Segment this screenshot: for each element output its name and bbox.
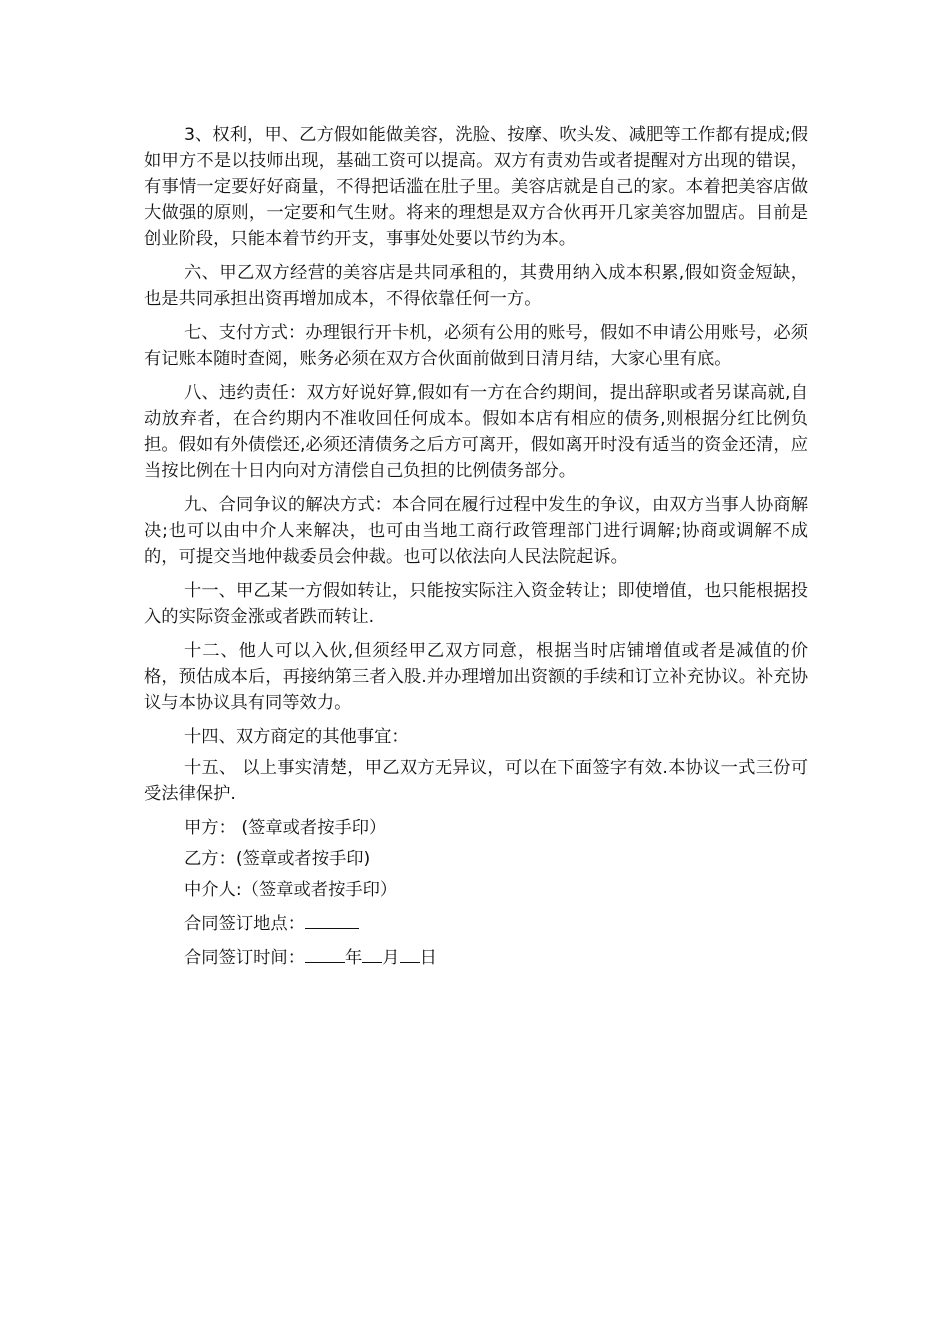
month-label: 月 — [382, 948, 400, 968]
signing-place-label: 合同签订地点： — [184, 914, 305, 934]
clause-7-payment: 七、支付方式：办理银行开卡机，必须有公用的账号，假如不申请公用账号，必须有记账本随时查阅，账务必须在双方合伙面前做到日清月结，大家心里有底。 — [144, 323, 808, 369]
signing-place — [144, 908, 808, 937]
year-label: 年 — [344, 948, 363, 968]
signing-time — [144, 942, 808, 971]
year-blank — [305, 942, 345, 963]
signing-place-blank — [305, 908, 359, 929]
party-b-signature: 乙方：(签章或者按手印) — [184, 849, 371, 869]
contract-page — [144, 122, 808, 976]
signing-time-label: 合同签订时间： — [184, 948, 305, 968]
clause-14-other-matters: 十四、双方商定的其他事宜： — [184, 727, 409, 747]
clause-6-rent: 六、甲乙双方经营的美容店是共同承租的，其费用纳入成本积累,假如资金短缺，也是共同承担出资再增加成本，不得依靠任何一方。 — [144, 263, 808, 309]
intermediary-signature: 中介人:（签章或者按手印） — [184, 880, 398, 900]
clause-11-transfer: 十一、甲乙某一方假如转让，只能按实际注入资金转让；即使增值，也只能根据投入的实际资金涨或者跌而转让. — [144, 581, 808, 627]
month-blank — [362, 942, 382, 963]
day-blank — [400, 942, 420, 963]
party-a-signature: 甲方： (签章或者按手印） — [184, 818, 387, 838]
clause-3-rights: 3、权利，甲、乙方假如能做美容，洗脸、按摩、吹头发、减肥等工作都有提成;假如甲方不是以技师出现，基础工资可以提高。双方有责劝告或者提醒对方出现的错误，有事情一定要好好商量，不得把话滥在肚子里。美容店就是自己的家。本着把美容店做大做强的原则，一定要和气生财。将来的理想是双方合伙再开几家美容加盟店。目前是创业阶段，只能本着节约开支，事事处处要以节约为本。 — [144, 125, 808, 249]
clause-8-breach: 八、违约责任：双方好说好算,假如有一方在合约期间，提出辞职或者另谋高就,自动放弃者，在合约期内不准收回任何成本。假如本店有相应的债务,则根据分红比例负担。假如有外债偿还,必须还清债务之后方可离开，假如离开时没有适当的资金还清，应当按比例在十日内向对方清偿自己负担的比例债务部分。 — [144, 383, 808, 481]
clause-9-disputes: 九、合同争议的解决方式：本合同在履行过程中发生的争议，由双方当事人协商解决;也可以由中介人来解决，也可由当地工商行政管理部门进行调解;协商或调解不成的，可提交当地仲裁委员会仲裁。也可以依法向人民法院起诉。 — [144, 495, 808, 567]
clause-15-confirmation: 十五、 以上事实清楚，甲乙双方无异议，可以在下面签字有效.本协议一式三份可受法律保护. — [144, 758, 808, 804]
day-label: 日 — [419, 948, 437, 968]
clause-12-new-partner: 十二、他人可以入伙,但须经甲乙双方同意，根据当时店铺增值或者是减值的价格，预估成本后，再接纳第三者入股.并办理增加出资额的手续和订立补充协议。补充协议与本协议具有同等效力。 — [144, 641, 808, 713]
